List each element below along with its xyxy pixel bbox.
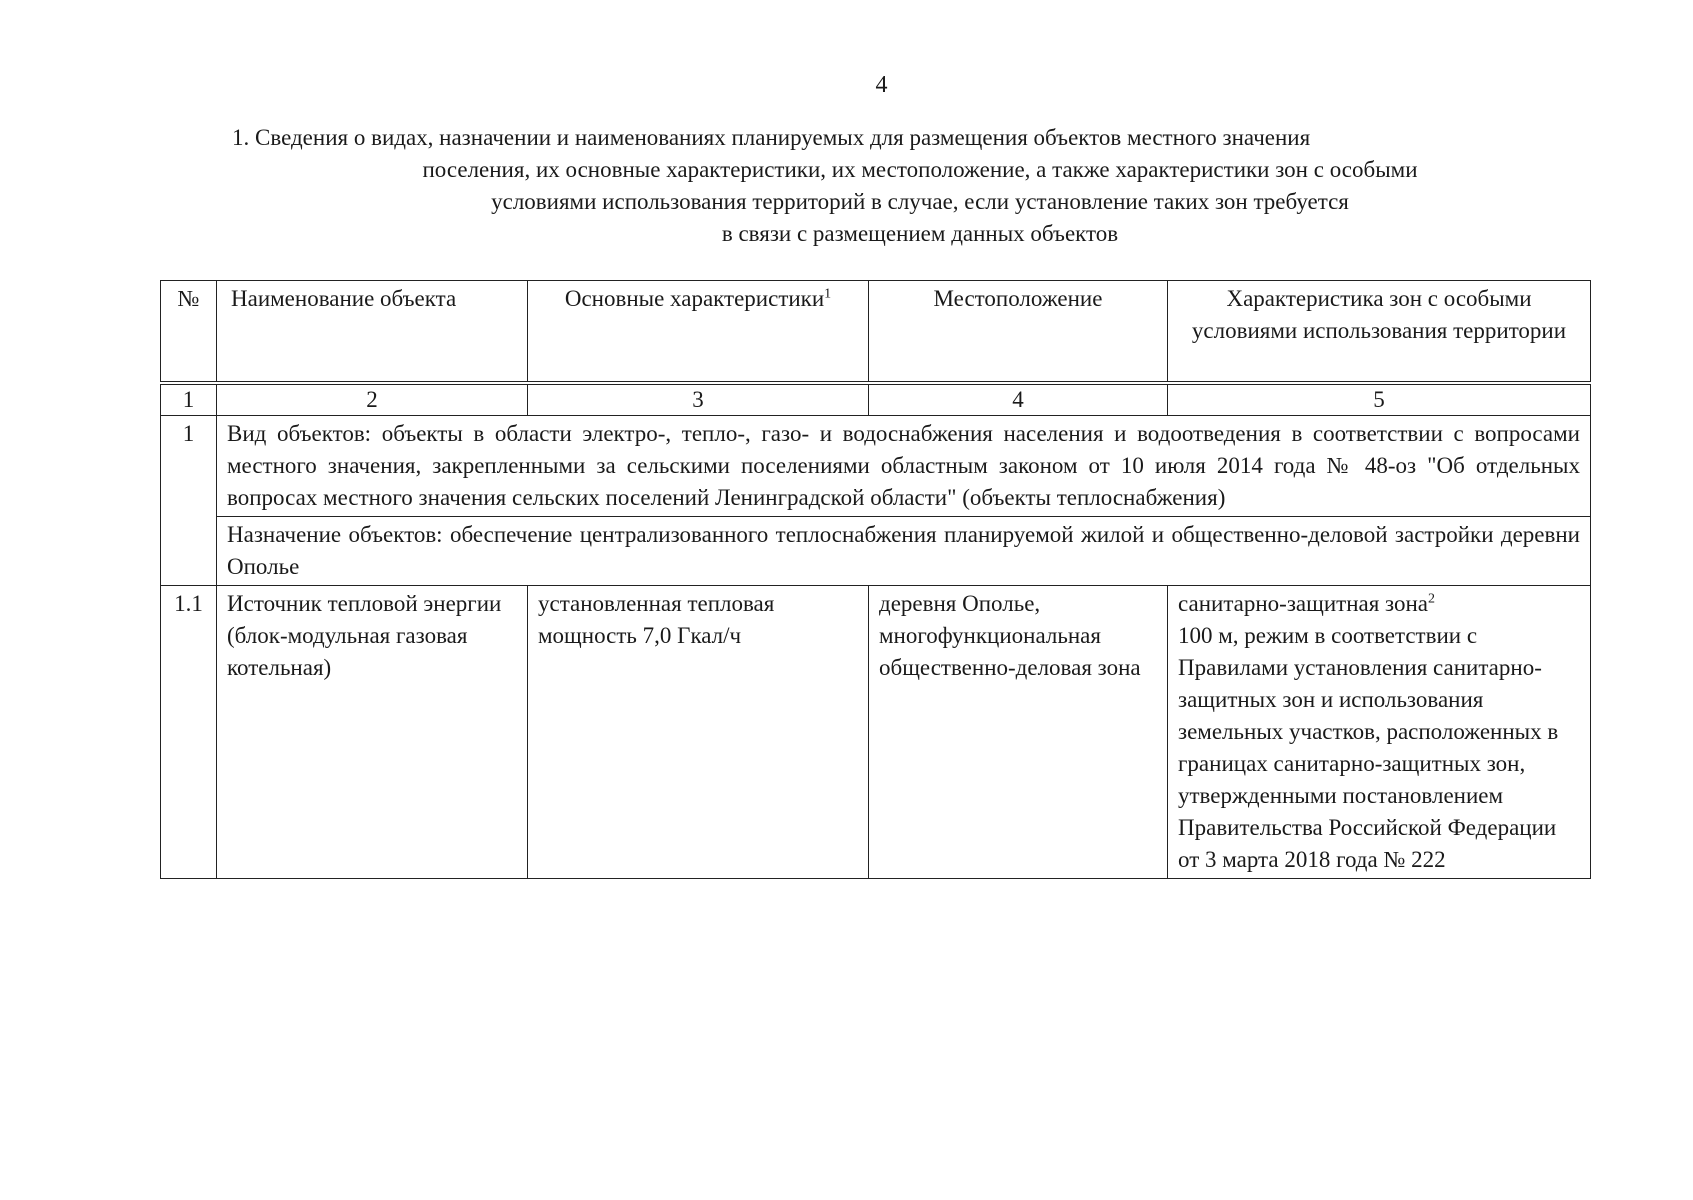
header-name: Наименование объекта [217,281,528,384]
column-number: 5 [1168,383,1591,416]
object-zone [1168,586,1591,879]
object-characteristics: установленная тепловая мощность 7,0 Гкал/ч [528,586,869,879]
heading-line: поселения, их основные характеристики, их местоположение, а также характеристики зон с особыми [422,157,1418,182]
header-characteristics-text: Основные характеристики [564,286,825,311]
group-type-row [161,416,1591,517]
objects-table [160,280,1591,879]
header-no: № [161,281,217,384]
header-location: Местоположение [869,281,1168,384]
object-name: Источник тепловой энергии (блок-модульная газовая котельная) [217,586,528,879]
column-number: 4 [869,383,1168,416]
heading-line: 1. Сведения о видах, назначении и наименованиях планируемых для размещения объектов местного значения [232,125,1311,150]
column-number: 3 [528,383,869,416]
group-purpose-text: Назначение объектов: обеспечение централизованного теплоснабжения планируемой жилой и общественно-деловой застройки деревни Ополье [217,517,1591,586]
object-location: деревня Ополье, многофункциональная общественно-деловая зона [869,586,1168,879]
column-numbers-row [161,383,1591,416]
group-purpose-row [161,517,1591,586]
row-number: 1.1 [161,586,217,879]
heading-line: в связи с размещением данных объектов [721,221,1119,246]
table-row [161,586,1591,879]
section-heading [220,122,1620,250]
column-number: 2 [217,383,528,416]
group-number: 1 [161,416,217,586]
table-header-row [161,281,1591,384]
zone-title: санитарно-защитная зона [1178,591,1429,616]
footnote-marker: 2 [1428,591,1436,607]
header-characteristics [528,281,869,384]
heading-line: условиями использования территорий в случае, если установление таких зон требуется [491,189,1349,214]
page-number: 4 [875,72,888,98]
zone-text: 100 м, режим в соответствии с Правилами установления санитарно-защитных зон и использования земельных участков, расположенных в границах санитарно-защитных зон, утвержденными постановлением Правительства Российской Федерации от 3 марта 2018 года № 222 [1178,623,1559,872]
footnote-marker: 1 [824,286,832,302]
group-type-text: Вид объектов: объекты в области электро-, тепло-, газо- и водоснабжения населения и водоотведения в соответствии с вопросами местного значения, закрепленными за сельскими поселениями областным законом от 10 июля 2014 года № 48-оз "Об отдельных вопросах местного значения сельских поселений Ленинградской области" (объекты теплоснабжения) [217,416,1591,517]
header-zones: Характеристика зон с особыми условиями использования территории [1168,281,1591,384]
column-number: 1 [161,383,217,416]
